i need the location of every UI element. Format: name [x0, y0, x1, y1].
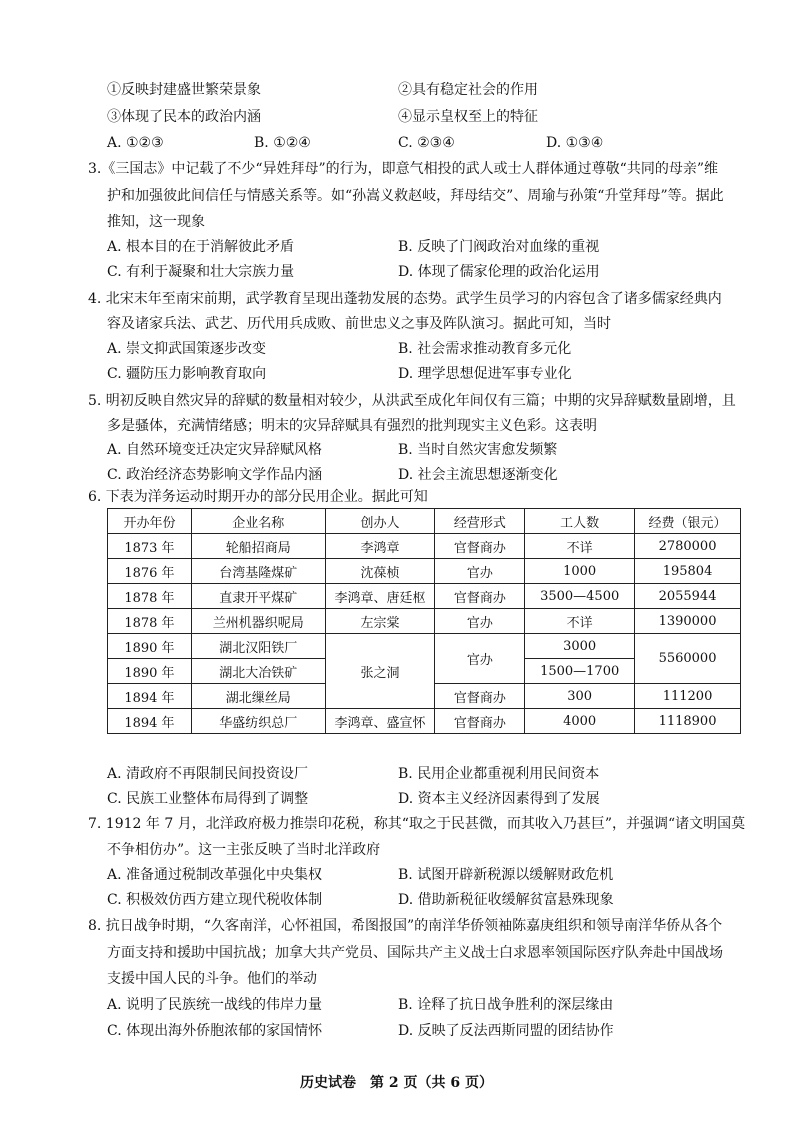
q4-option-c: C. 疆防压力影响教育取向 — [107, 366, 267, 382]
cell-founder: 张之洞 — [325, 634, 435, 709]
cell-enterprise: 台湾基隆煤矿 — [191, 559, 325, 584]
header-workers: 工人数 — [525, 509, 635, 534]
q8-stem-line-1: 8. 抗日战争时期，“久客南洋，心怀祖国，希图报国”的南洋华侨领袖陈嘉庚组织和领导南洋华侨从各个 — [88, 918, 723, 934]
cell-workers: 300 — [525, 684, 635, 709]
q5-option-b: B. 当时自然灾害愈发频繁 — [398, 442, 558, 458]
q3-option-b: B. 反映了门阀政治对血缘的重视 — [398, 239, 600, 255]
header-funds: 经费（银元） — [635, 509, 741, 534]
header-founder: 创办人 — [325, 509, 435, 534]
cell-founder: 李鸿章、唐廷枢 — [325, 584, 435, 609]
cell-workers: 1500—1700 — [525, 659, 635, 684]
q3-stem-line-2: 护和加强彼此间信任与情感关系等。如“孙嵩义救赵岐，拜母结交”、周瑜与孙策“升堂拜母”等。据此 — [107, 188, 724, 204]
q5-option-c: C. 政治经济态势影响文学作品内涵 — [107, 467, 323, 483]
cell-funds: 2055944 — [635, 584, 741, 609]
q2-option-d: D. ①③④ — [546, 135, 604, 151]
q8-option-c: C. 体现出海外侨胞浓郁的家国情怀 — [107, 1023, 323, 1039]
cell-founder: 李鸿章 — [325, 534, 435, 559]
q5-option-d: D. 社会主流思想逐渐变化 — [398, 467, 558, 483]
cell-year: 1876 年 — [108, 559, 192, 584]
q2-option-b: B. ①②④ — [254, 135, 311, 151]
q7-stem-line-2: 不争相仿办”。这一主张反映了当时北洋政府 — [107, 842, 381, 858]
cell-funds: 111200 — [635, 684, 741, 709]
cell-founder: 李鸿章、盛宣怀 — [325, 709, 435, 734]
table-row — [108, 609, 741, 634]
cell-workers: 1000 — [525, 559, 635, 584]
cell-workers: 3500—4500 — [525, 584, 635, 609]
q6-option-a: A. 清政府不再限制民间投资设厂 — [107, 766, 309, 782]
q2-item-1: ①反映封建盛世繁荣景象 — [107, 82, 261, 98]
cell-founder: 沈葆桢 — [325, 559, 435, 584]
table-row — [108, 709, 741, 734]
q3-stem-line-3: 推知，这一现象 — [107, 214, 205, 230]
q7-option-d: D. 借助新税征收缓解贫富悬殊现象 — [398, 892, 614, 908]
q3-option-d: D. 体现了儒家伦理的政治化运用 — [398, 264, 600, 280]
cell-workers: 3000 — [525, 634, 635, 659]
cell-operation: 官督商办 — [435, 684, 525, 709]
q4-option-a: A. 崇文抑武国策逐步改变 — [107, 341, 267, 357]
q4-stem-line-1: 4. 北宋末年至南宋前期，武学教育呈现出蓬勃发展的态势。武学生员学习的内容包含了诸多儒家经典内 — [88, 291, 722, 307]
cell-funds: 195804 — [635, 559, 741, 584]
q5-stem-line-2: 多是骚体，充满情绪感；明末的灾异辞赋具有强烈的批判现实主义色彩。这表明 — [107, 418, 597, 434]
cell-funds: 1118900 — [635, 709, 741, 734]
table-row — [108, 534, 741, 559]
q3-stem-line-1: 3.《三国志》中记载了不少“异姓拜母”的行为，即意气相投的武人或士人群体通过尊敬“共同的母亲”维 — [88, 161, 718, 177]
q2-item-3: ③体现了民本的政治内涵 — [107, 109, 261, 125]
q2-item-2: ②具有稳定社会的作用 — [398, 82, 538, 98]
q3-option-c: C. 有利于凝聚和壮大宗族力量 — [107, 264, 295, 280]
cell-enterprise: 湖北大冶铁矿 — [191, 659, 325, 684]
cell-year: 1894 年 — [108, 684, 192, 709]
cell-enterprise: 湖北汉阳铁厂 — [191, 634, 325, 659]
cell-operation: 官办 — [435, 609, 525, 634]
page-footer: 历史试卷 第 2 页（共 6 页） — [300, 1075, 493, 1091]
header-operation: 经营形式 — [435, 509, 525, 534]
cell-enterprise: 轮船招商局 — [191, 534, 325, 559]
cell-year: 1878 年 — [108, 609, 192, 634]
cell-enterprise: 华盛纺织总厂 — [191, 709, 325, 734]
q5-option-a: A. 自然环境变迁决定灾异辞赋风格 — [107, 442, 323, 458]
q6-option-b: B. 民用企业都重视利用民间资本 — [398, 766, 600, 782]
cell-year: 1873 年 — [108, 534, 192, 559]
enterprise-table — [107, 508, 741, 734]
cell-funds: 5560000 — [635, 634, 741, 684]
q7-option-a: A. 准备通过税制改革强化中央集权 — [107, 867, 323, 883]
q2-option-c: C. ②③④ — [398, 135, 455, 151]
q7-stem-line-1: 7. 1912 年 7 月，北洋政府极力推崇印花税，称其“取之于民甚微，而其收入乃甚巨”，并强调“诸文明国莫 — [88, 816, 746, 832]
q6-option-d: D. 资本主义经济因素得到了发展 — [398, 791, 600, 807]
q7-option-b: B. 试图开辟新税源以缓解财政危机 — [398, 867, 614, 883]
q2-option-a: A. ①②③ — [107, 135, 164, 151]
q8-option-b: B. 诠释了抗日战争胜利的深层缘由 — [398, 997, 614, 1013]
cell-workers: 不详 — [525, 609, 635, 634]
cell-year: 1890 年 — [108, 659, 192, 684]
table-row — [108, 634, 741, 659]
q5-stem-line-1: 5. 明初反映自然灾异的辞赋的数量相对较少，从洪武至成化年间仅有三篇；中期的灾异辞赋数量剧增，且 — [88, 393, 736, 409]
q6-option-c: C. 民族工业整体布局得到了调整 — [107, 791, 309, 807]
cell-funds: 2780000 — [635, 534, 741, 559]
q8-option-d: D. 反映了反法西斯同盟的团结协作 — [398, 1023, 614, 1039]
cell-funds: 1390000 — [635, 609, 741, 634]
q8-option-a: A. 说明了民族统一战线的伟岸力量 — [107, 997, 323, 1013]
q2-item-4: ④显示皇权至上的特征 — [398, 109, 538, 125]
cell-operation: 官办 — [435, 634, 525, 684]
cell-year: 1894 年 — [108, 709, 192, 734]
cell-enterprise: 湖北缫丝局 — [191, 684, 325, 709]
cell-year: 1890 年 — [108, 634, 192, 659]
cell-workers: 不详 — [525, 534, 635, 559]
cell-year: 1878 年 — [108, 584, 192, 609]
table-row — [108, 584, 741, 609]
q4-option-d: D. 理学思想促进军事专业化 — [398, 366, 572, 382]
header-year: 开办年份 — [108, 509, 192, 534]
cell-operation: 官办 — [435, 559, 525, 584]
cell-enterprise: 直隶开平煤矿 — [191, 584, 325, 609]
cell-operation: 官督商办 — [435, 709, 525, 734]
q3-option-a: A. 根本目的在于消解彼此矛盾 — [107, 239, 295, 255]
table-header-row — [108, 509, 741, 534]
q4-stem-line-2: 容及诸家兵法、武艺、历代用兵成败、前世忠义之事及阵队演习。据此可知，当时 — [107, 316, 611, 332]
cell-workers: 4000 — [525, 709, 635, 734]
cell-founder: 左宗棠 — [325, 609, 435, 634]
table-row — [108, 559, 741, 584]
q6-stem: 6. 下表为洋务运动时期开办的部分民用企业。据此可知 — [88, 489, 428, 505]
q8-stem-line-3: 支援中国人民的斗争。他们的举动 — [107, 971, 317, 987]
q7-option-c: C. 积极效仿西方建立现代税收体制 — [107, 892, 323, 908]
cell-enterprise: 兰州机器织呢局 — [191, 609, 325, 634]
header-enterprise: 企业名称 — [191, 509, 325, 534]
q4-option-b: B. 社会需求推动教育多元化 — [398, 341, 572, 357]
q8-stem-line-2: 方面支持和援助中国抗战；加拿大共产党员、国际共产主义战士白求恩率领国际医疗队奔赴中国战场 — [107, 945, 723, 961]
cell-operation: 官督商办 — [435, 584, 525, 609]
cell-operation: 官督商办 — [435, 534, 525, 559]
